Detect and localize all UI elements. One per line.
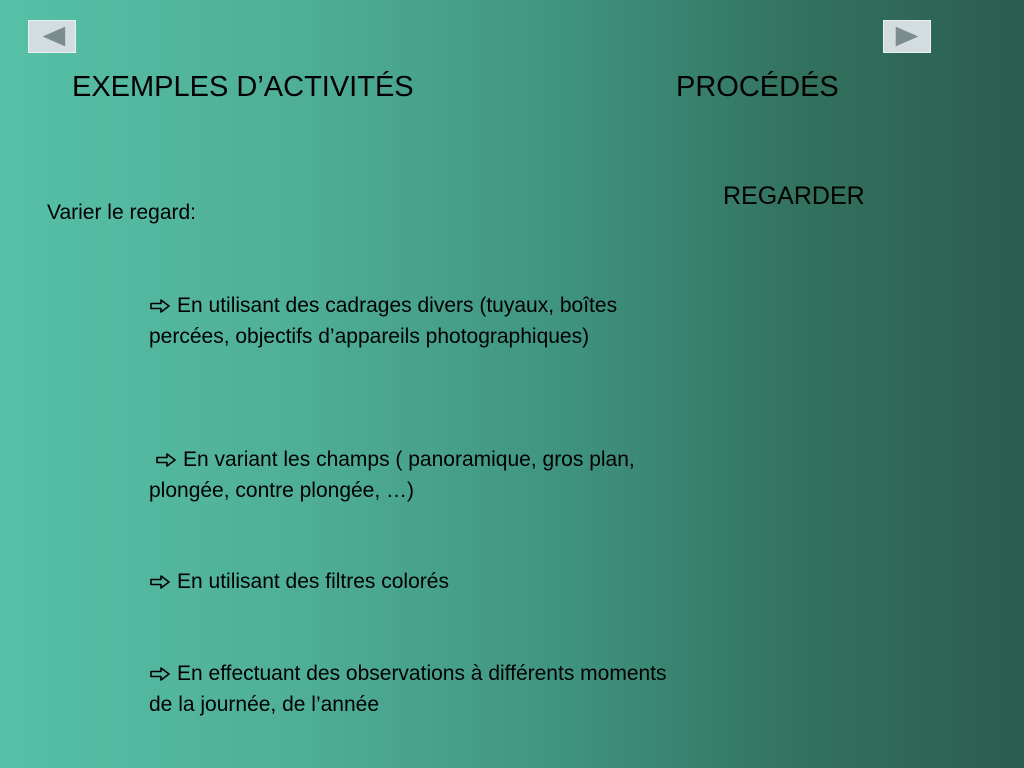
intro-label: Varier le regard: — [47, 201, 197, 224]
list-item-text: En variant les champs ( panoramique, gros plan, plongée, contre plongée, …) — [149, 448, 635, 502]
heading-procedes: PROCÉDÉS — [676, 71, 839, 103]
outlined-right-arrow-icon — [155, 453, 177, 467]
list-item — [149, 290, 689, 352]
triangle-left-icon — [29, 21, 75, 52]
list-item-text: En effectuant des observations à différents moments de la journée, de l’année — [149, 662, 667, 716]
procede-label: REGARDER — [723, 182, 865, 210]
outlined-right-arrow-icon — [149, 575, 171, 589]
list-item — [149, 658, 689, 720]
outlined-right-arrow-icon — [149, 299, 171, 313]
previous-slide-button[interactable] — [28, 20, 76, 53]
list-item-text: En utilisant des filtres colorés — [177, 570, 449, 593]
next-slide-button[interactable] — [883, 20, 931, 53]
list-item — [149, 566, 689, 597]
triangle-right-icon — [884, 21, 930, 52]
list-item — [149, 444, 689, 506]
outlined-right-arrow-icon — [149, 667, 171, 681]
heading-activities: EXEMPLES D’ACTIVITÉS — [72, 71, 414, 103]
list-item-text: En utilisant des cadrages divers (tuyaux, boîtes percées, objectifs d’appareils photographiques) — [149, 294, 618, 348]
